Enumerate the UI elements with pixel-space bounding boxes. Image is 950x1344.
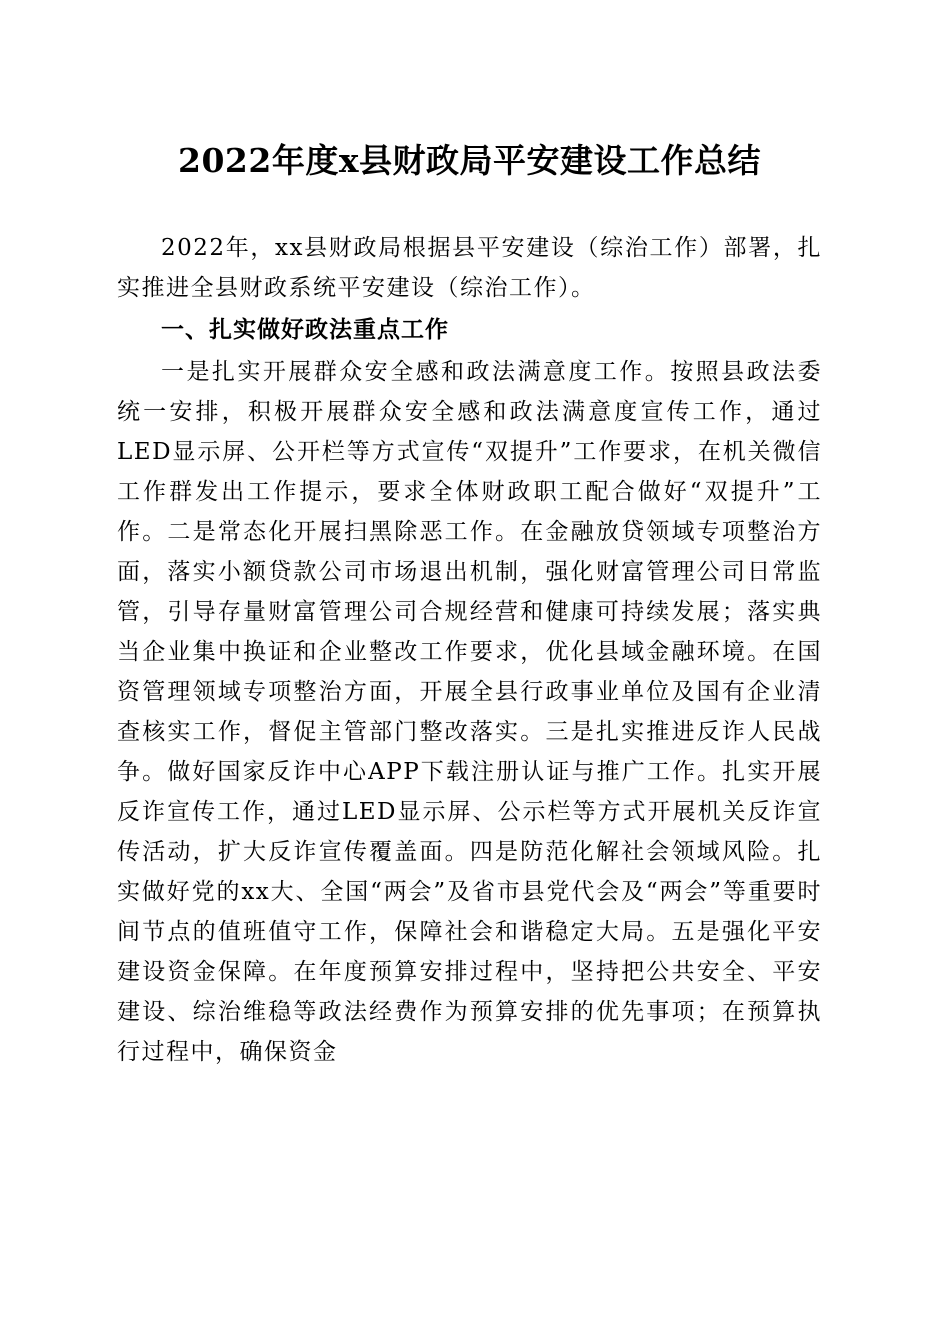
section-body-paragraph: 一是扎实开展群众安全感和政法满意度工作。按照县政法委统一安排，积极开展群众安全感和政法满意度宣传工作，通过LED显示屏、公开栏等方式宣传“双提升”工作要求，在机关微信工作群发出工作提示，要求全体财政职工配合做好“双提升”工作。二是常态化开展扫黑除恶工作。在金融放贷领域专项整治方面，落实小额贷款公司市场退出机制，强化财富管理公司日常监管，引导存量财富管理公司合规经营和健康可持续发展；落实典当企业集中换证和企业整改工作要求，优化县域金融环境。在国资管理领域专项整治方面，开展全县行政事业单位及国有企业清查核实工作，督促主管部门整改落实。三是扎实推进反诈人民战争。做好国家反诈中心APP下载注册认证与推广工作。扎实开展反诈宣传工作，通过LED显示屏、公示栏等方式开展机关反诈宣传活动，扩大反诈宣传覆盖面。四是防范化解社会领域风险。扎实做好党的xx大、全国“两会”及省市县党代会及“两会”等重要时间节点的值班值守工作，保障社会和谐稳定大局。五是强化平安建设资金保障。在年度预算安排过程中，坚持把公共安全、平安建设、综治维稳等政法经费作为预算安排的优先事项；在预算执行过程中，确保资金	[117, 359, 822, 1065]
intro-paragraph: 2022年，xx县财政局根据县平安建设（综治工作）部署，扎实推进全县财政系统平安建设（综治工作）。	[117, 235, 822, 301]
section-heading: 一、扎实做好政法重点工作	[161, 317, 449, 343]
document-title: 2022年度x县财政局平安建设工作总结	[177, 141, 762, 180]
